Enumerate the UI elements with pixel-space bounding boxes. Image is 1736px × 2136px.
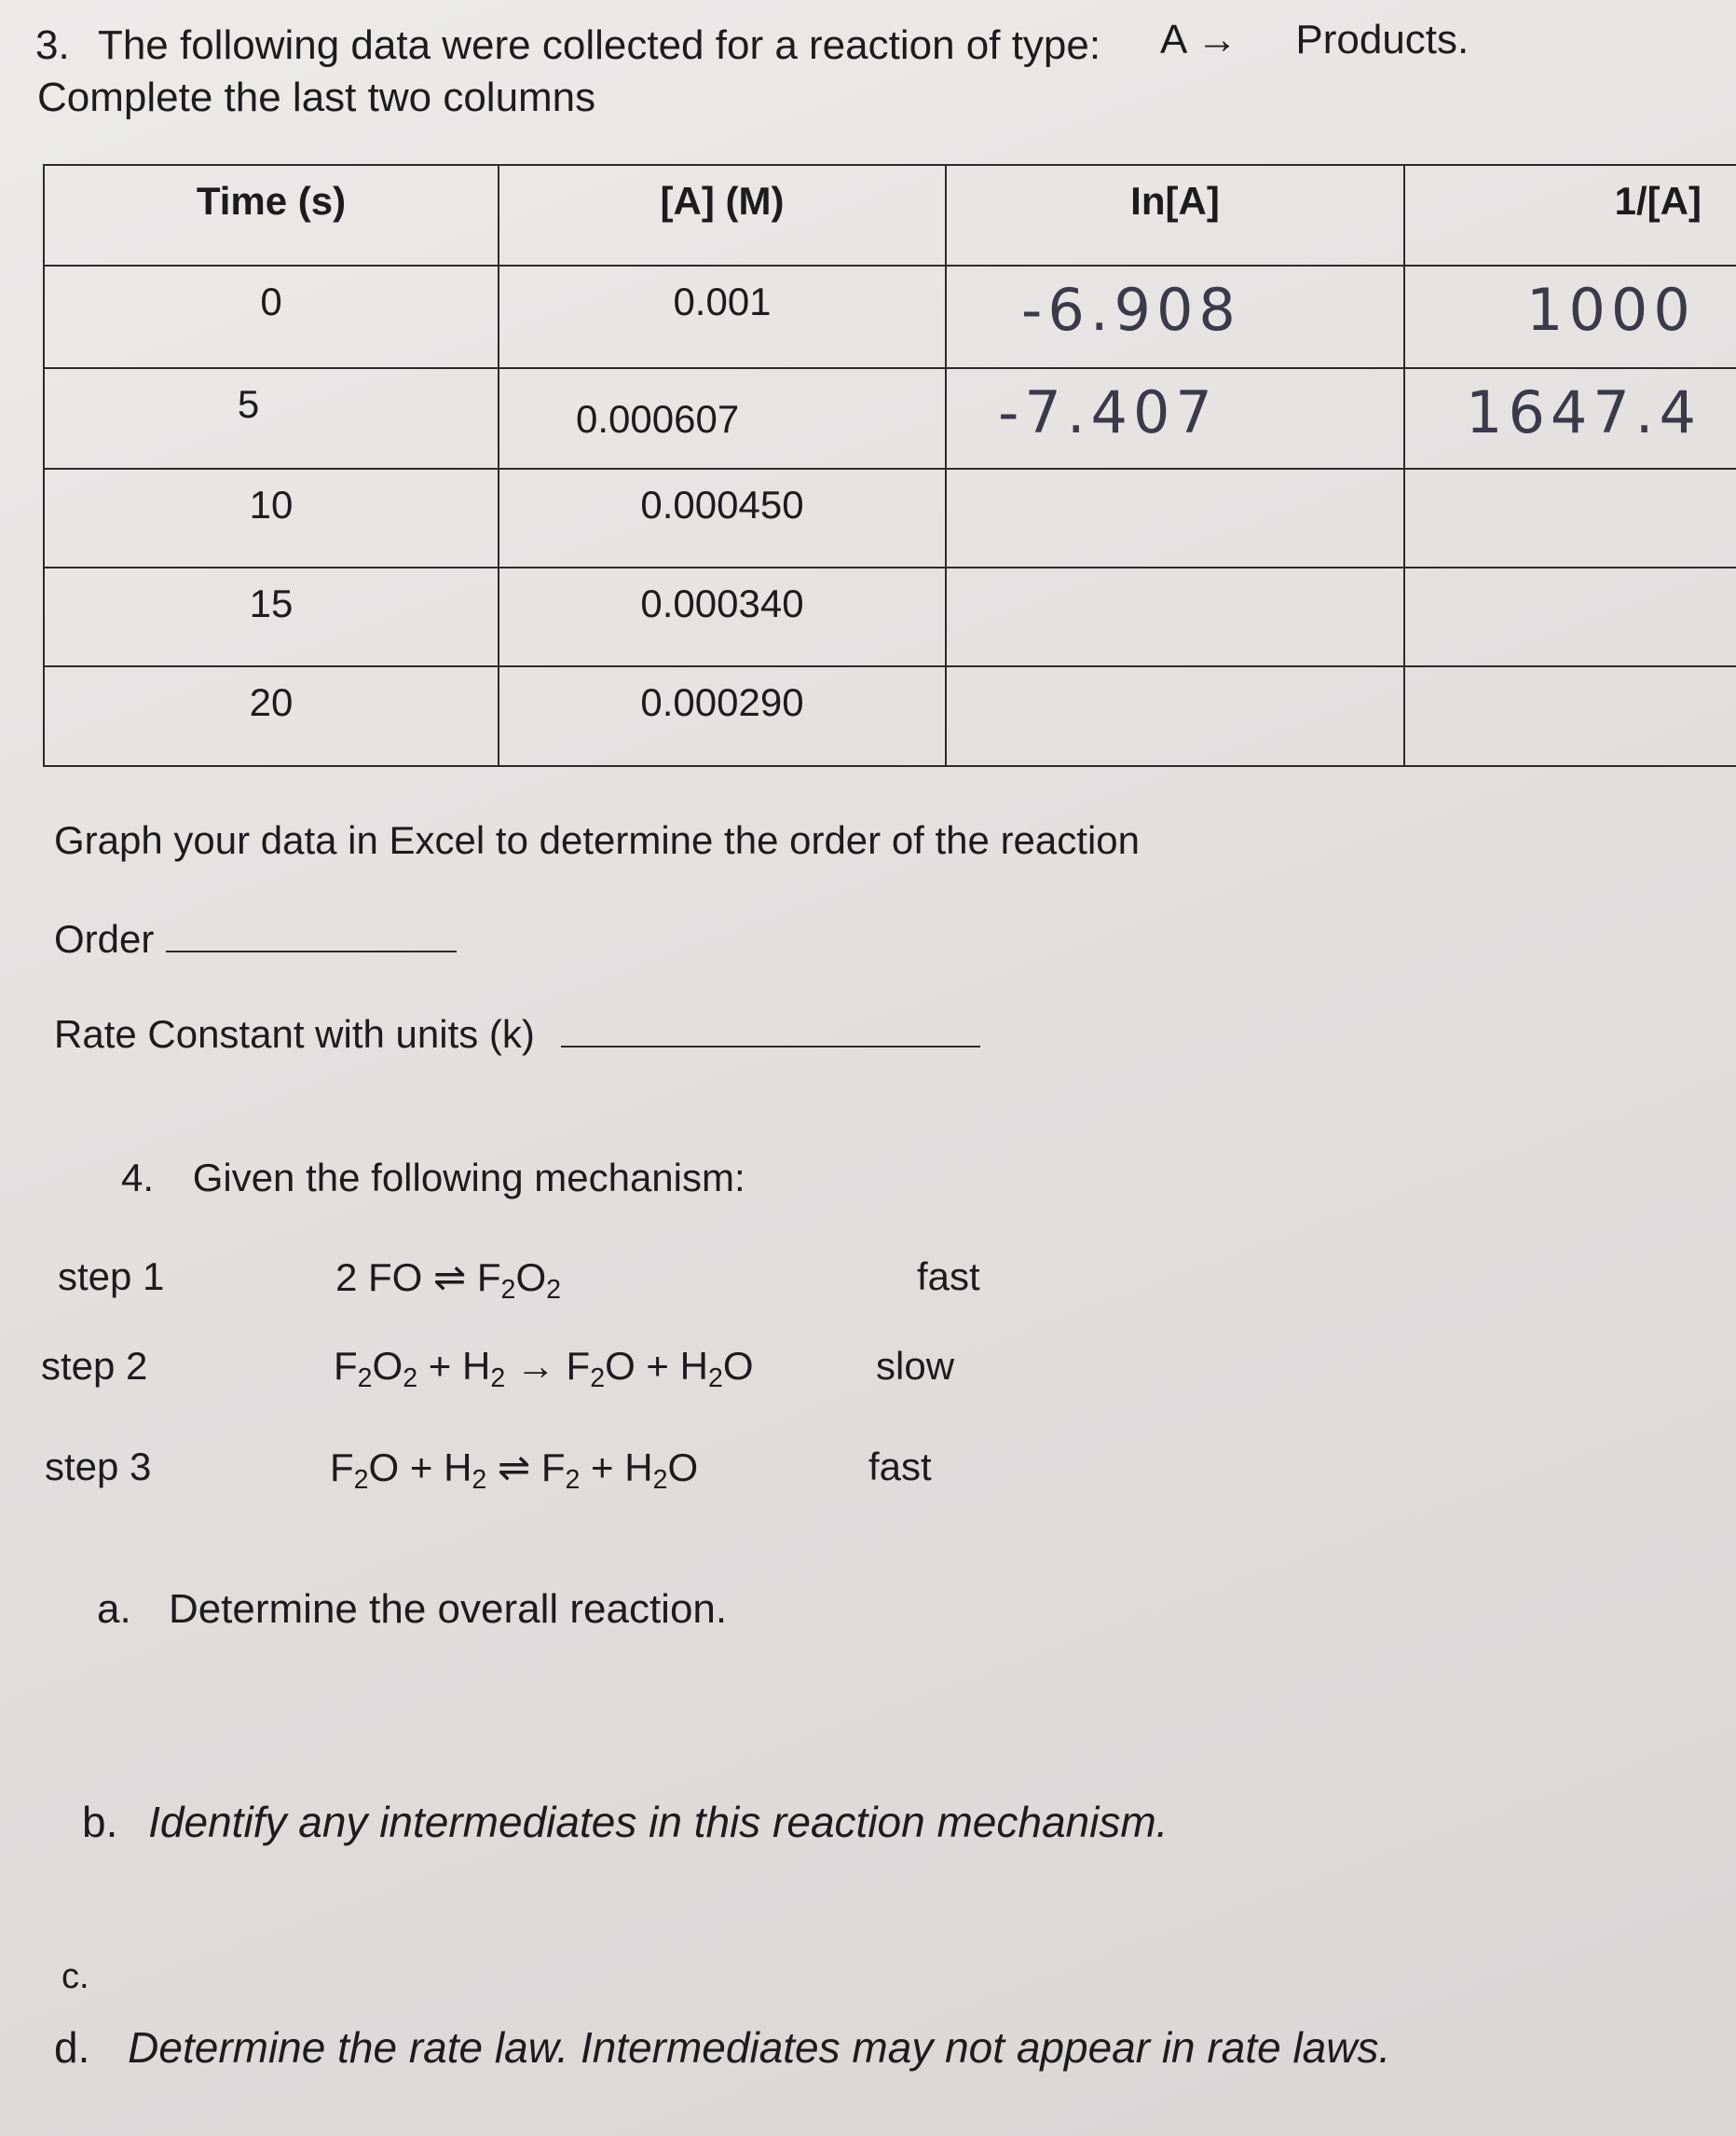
- cell-ln-empty[interactable]: [946, 469, 1404, 568]
- step-2-label: step 2: [41, 1344, 148, 1388]
- step-3-label: step 3: [45, 1445, 152, 1488]
- cell-time: 0: [44, 266, 499, 368]
- cell-concentration: 0.000340: [499, 568, 946, 666]
- reaction-reactant: A →: [1160, 17, 1238, 62]
- header-inverse-concentration: 1/[A]: [1404, 165, 1736, 266]
- rate-constant-label: Rate Constant with units (k): [54, 1012, 535, 1056]
- part-b-text: Identify any intermediates in this reaction mechanism.: [148, 1798, 1169, 1846]
- part-b-letter: b.: [82, 1798, 118, 1846]
- header-concentration: [A] (M): [499, 165, 946, 266]
- graph-instruction: Graph your data in Excel to determine the order of the reaction: [54, 818, 1140, 862]
- cell-time: 10: [44, 469, 499, 568]
- cell-concentration: 0.001: [499, 266, 946, 368]
- cell-time: 5: [44, 368, 499, 469]
- part-a-text: Determine the overall reaction.: [168, 1586, 728, 1632]
- cell-inverse-empty[interactable]: [1404, 469, 1736, 568]
- cell-inverse-empty[interactable]: [1404, 568, 1736, 666]
- cell-ln-handwritten[interactable]: -7.407: [946, 368, 1404, 469]
- cell-inverse-handwritten[interactable]: 1000: [1404, 266, 1736, 368]
- cell-concentration: 0.000450: [499, 469, 946, 568]
- table-row: [44, 368, 1736, 469]
- question-3-number: 3.: [35, 22, 70, 68]
- question-3-line-2: Complete the last two columns: [37, 75, 596, 120]
- cell-time: 20: [44, 666, 499, 766]
- question-3-text: The following data were collected for a reaction of type:: [97, 22, 1101, 68]
- question-3-line-1: [35, 22, 1100, 69]
- table-header-row: [44, 165, 1736, 266]
- part-d: [54, 2022, 1390, 2073]
- header-time: Time (s): [44, 165, 499, 266]
- question-4-line: [121, 1156, 745, 1200]
- order-label: Order: [54, 917, 155, 961]
- cell-concentration: 0.000290: [499, 666, 946, 766]
- step-2-equation: F2O2 + H2 → F2O + H2O: [334, 1344, 754, 1393]
- step-1-label: step 1: [58, 1254, 165, 1298]
- rate-constant-answer-blank[interactable]: [561, 1046, 980, 1047]
- question-4-prompt: Given the following mechanism:: [192, 1156, 745, 1199]
- table-row: [44, 469, 1736, 568]
- part-c-letter: c.: [62, 1957, 89, 1996]
- cell-inverse-empty[interactable]: [1404, 666, 1736, 766]
- kinetics-data-table: [43, 164, 1736, 767]
- step-3-equation: F2O + H2 ⇌ F2 + H2O: [330, 1445, 699, 1495]
- question-4-number: 4.: [121, 1156, 155, 1199]
- part-d-letter: d.: [54, 2023, 90, 2072]
- part-d-text: Determine the rate law. Intermediates may not appear in rate laws.: [128, 2023, 1391, 2072]
- table-row: [44, 568, 1736, 666]
- cell-concentration: 0.000607: [499, 368, 946, 469]
- reaction-type: [1160, 17, 1469, 63]
- part-a-letter: a.: [97, 1586, 131, 1632]
- cell-inverse-handwritten[interactable]: 1647.4: [1404, 368, 1736, 469]
- step-1-speed: fast: [917, 1254, 980, 1298]
- cell-ln-empty[interactable]: [946, 666, 1404, 766]
- header-ln-concentration: In[A]: [946, 165, 1404, 266]
- part-b: [82, 1797, 1168, 1847]
- reaction-products: Products.: [1295, 17, 1469, 62]
- table-row: [44, 666, 1736, 766]
- cell-ln-handwritten[interactable]: -6.908: [946, 266, 1404, 368]
- cell-time: 15: [44, 568, 499, 666]
- cell-ln-empty[interactable]: [946, 568, 1404, 666]
- step-1-equation: 2 FO ⇌ F2O2: [335, 1255, 561, 1305]
- step-3-speed: fast: [868, 1445, 932, 1488]
- order-answer-blank[interactable]: [166, 951, 457, 952]
- step-2-speed: slow: [876, 1344, 955, 1388]
- part-a: [97, 1586, 727, 1633]
- table-row: [44, 266, 1736, 368]
